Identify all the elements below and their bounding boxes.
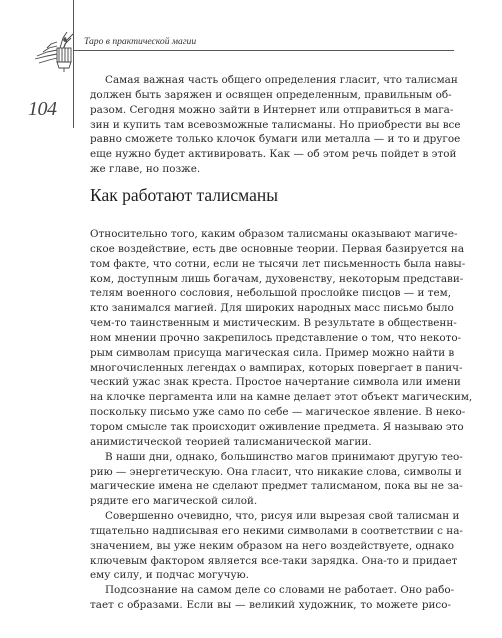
text-line: Относительно того, каким образом талисманы оказывают магиче- [90,228,458,240]
text-line: поскольку письмо уже само по себе — магическое явление. В неко- [90,406,466,419]
text-line: рядите его магической силой. [90,495,258,508]
winged-lamp-emblem-icon [27,26,77,72]
text-line: тает с образами. Если вы — великий художник, то можете рисо- [90,599,451,612]
paragraph [90,450,463,509]
paragraph [90,509,463,583]
text-line: анимистической теорией талисманической магии. [90,435,372,448]
text-line: еще нужно будет активировать. Как — об этом речь пойдет в этой [90,148,457,161]
text-line: ское воздействие, есть две основные теории. Первая базируется на [90,242,465,255]
text-line: чем-то таинственным и мистическим. В результате в общественн- [90,317,457,330]
section-heading: Как работают талисманы [90,185,279,205]
header-rule [74,50,454,51]
text-line: В наши дни, однако, большинство магов принимают другую тео- [105,450,463,463]
text-line: ческий ужас знак креста. Простое начертание символа или имени [90,376,461,389]
text-line: телям военного сословия, небольшой прослойке писцов — и тем, [90,287,451,300]
text-line: ключевым фактором является все-таки зарядка. Она-то и придает [90,554,458,567]
intro-paragraph [90,73,461,177]
text-line: Подсознание на самом деле со словами не работает. Оно рабо- [105,584,455,597]
text-line: ком, доступным лишь богачам, духовенству, некоторым представи- [90,272,464,285]
page-number: 104 [28,98,57,120]
text-line: разом. Сегодня можно зайти в Интернет или отправиться в мага- [90,103,454,116]
text-line: же главе, но позже. [90,163,201,176]
text-line: зин и купить там всевозможные талисманы. Но приобрести вы все [90,118,461,131]
text-line: Совершенно очевидно, что, рисуя или вырезая свой талисман и [105,510,460,523]
text-line: рым символам присуща магическая сила. Пример можно найти в [90,346,455,359]
paragraph [90,227,473,450]
text-line: Самая важная часть общего определения гласит, что талисман [105,74,458,86]
text-line: рию — энергетическую. Она гласит, что никакие слова, символы и [90,465,462,478]
text-line: многочисленных легендах о вампирах, которых повергает в панич- [90,361,463,374]
body-text [90,227,473,613]
text-line: тором смысле так происходит оживление предмета. Я называю это [90,420,464,433]
text-line: тщательно надписывая его некими символами в соответствии с на- [90,524,463,537]
text-line: магические имена не сделают предмет талисманом, пока вы не за- [90,480,463,493]
text-line: равно сможете только клочок бумаги или металла — и то и другое [90,133,461,146]
running-head: Таро в практической магии [84,36,197,47]
text-line: ему силу, и подчас могучую. [90,569,249,582]
text-line: ном мнении прочно закрепилось представление о том, что некото- [90,331,462,344]
text-line: должен быть заряжен и освящен определенным, правильным об- [90,88,452,101]
paragraph [90,583,455,613]
text-line: кто занимался магией. Для широких народных масс письмо было [90,302,454,315]
text-line: том факте, что сотни, если не тысячи лет письменность была навы- [90,257,466,270]
text-line: значением, вы уже неким образом на него воздействуете, однако [90,539,455,552]
text-line: на клочке пергамента или на камне делает этот объект магическим, [90,391,473,404]
